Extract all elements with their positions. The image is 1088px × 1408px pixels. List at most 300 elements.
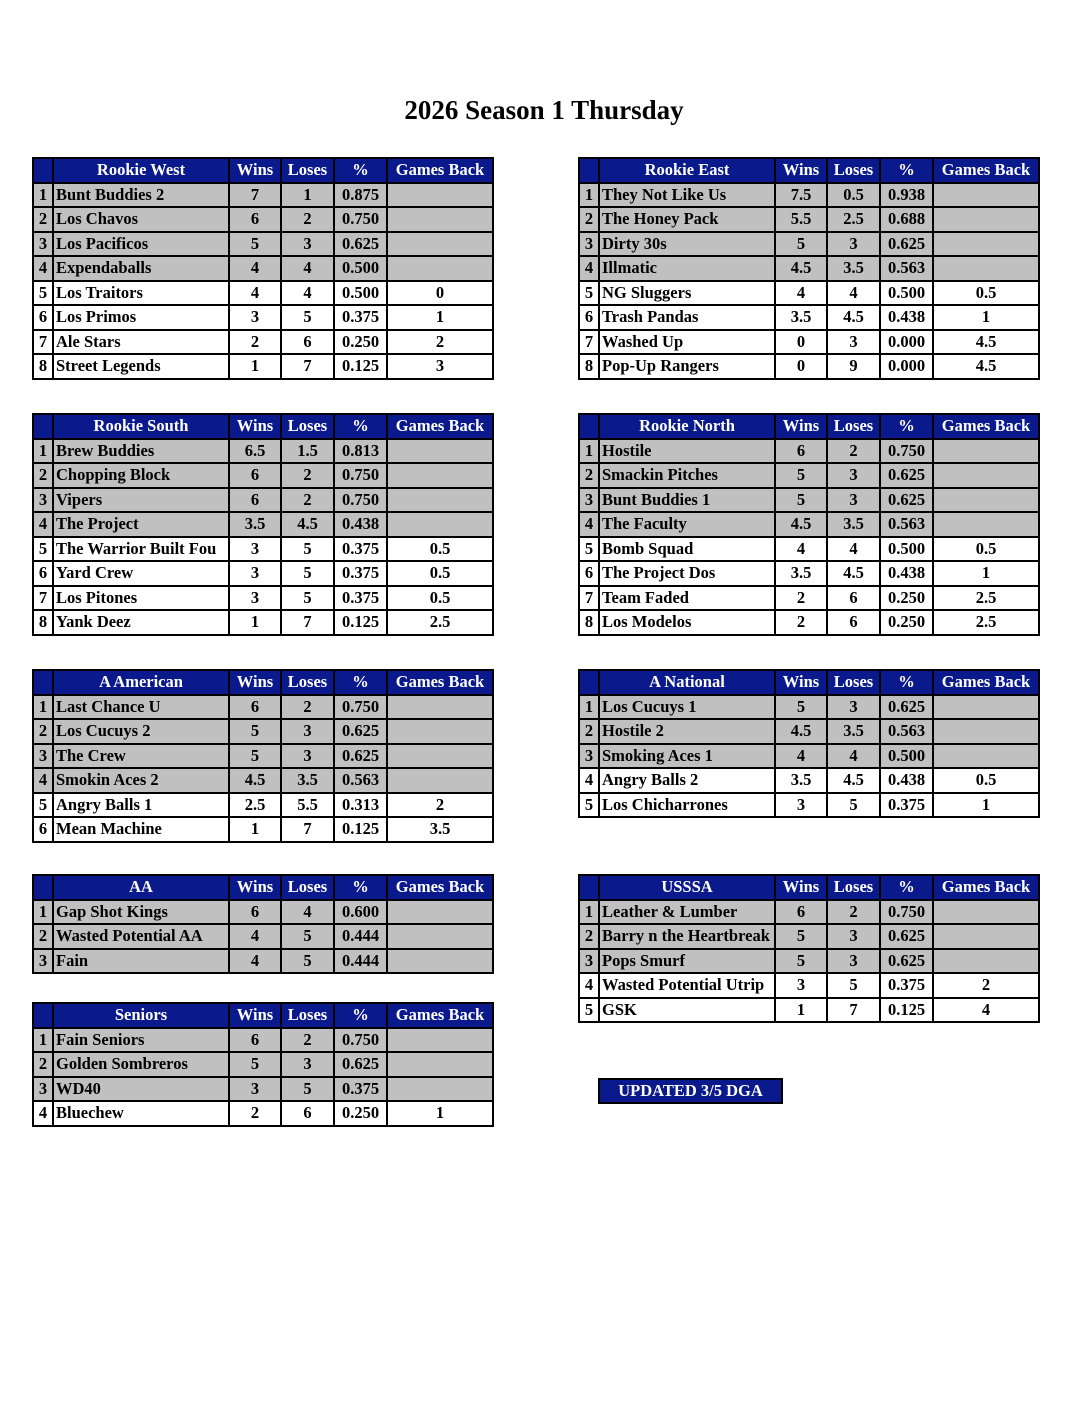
loses-cell: 4.5 — [827, 561, 880, 586]
loses-cell: 9 — [827, 354, 880, 379]
games-back-cell — [387, 439, 493, 464]
pct-cell: 0.625 — [880, 695, 933, 720]
wins-cell: 4 — [775, 744, 827, 769]
loses-cell: 7 — [827, 998, 880, 1023]
team-name-cell: Expendaballs — [53, 256, 229, 281]
rank-cell: 4 — [33, 256, 53, 281]
wins-cell: 4 — [775, 281, 827, 306]
rank-header — [579, 875, 599, 900]
games-back-cell: 1 — [933, 305, 1039, 330]
division-name: A American — [53, 670, 229, 695]
pct-cell: 0.600 — [334, 900, 387, 925]
rank-cell: 1 — [579, 900, 599, 925]
team-name-cell: The Project Dos — [599, 561, 775, 586]
wins-cell: 5 — [229, 719, 281, 744]
loses-cell: 3 — [827, 695, 880, 720]
wins-cell: 5.5 — [775, 207, 827, 232]
table-row — [33, 1077, 493, 1102]
wins-cell: 5 — [229, 744, 281, 769]
loses-cell: 4 — [827, 281, 880, 306]
loses-header: Loses — [281, 670, 334, 695]
pct-header: % — [334, 158, 387, 183]
team-name-cell: Golden Sombreros — [53, 1052, 229, 1077]
wins-cell: 5 — [775, 232, 827, 257]
table-row — [33, 744, 493, 769]
table-row — [579, 463, 1039, 488]
games-back-cell: 2 — [933, 973, 1039, 998]
wins-cell: 5 — [775, 924, 827, 949]
table-header-row — [579, 670, 1039, 695]
pct-cell: 0.438 — [880, 561, 933, 586]
rank-cell: 1 — [33, 695, 53, 720]
games-back-cell — [387, 207, 493, 232]
rank-cell: 2 — [33, 924, 53, 949]
pct-header: % — [334, 875, 387, 900]
games-back-cell — [387, 768, 493, 793]
games-back-cell — [387, 695, 493, 720]
wins-cell: 4.5 — [775, 512, 827, 537]
games-back-cell: 2.5 — [387, 610, 493, 635]
games-back-cell: 1 — [933, 793, 1039, 818]
pct-cell: 0.625 — [880, 949, 933, 974]
table-row — [579, 719, 1039, 744]
rank-cell: 2 — [33, 207, 53, 232]
loses-cell: 3 — [827, 232, 880, 257]
loses-cell: 2 — [827, 900, 880, 925]
rank-header — [33, 875, 53, 900]
loses-cell: 3.5 — [827, 719, 880, 744]
division-name: Rookie North — [599, 414, 775, 439]
games-back-cell — [933, 512, 1039, 537]
team-name-cell: Wasted Potential Utrip — [599, 973, 775, 998]
games-back-cell — [387, 488, 493, 513]
table-row — [579, 256, 1039, 281]
loses-cell: 7 — [281, 610, 334, 635]
wins-cell: 3 — [229, 537, 281, 562]
team-name-cell: The Faculty — [599, 512, 775, 537]
wins-cell: 0 — [775, 330, 827, 355]
table-row — [33, 256, 493, 281]
table-row — [579, 998, 1039, 1023]
pct-cell: 0.750 — [334, 488, 387, 513]
division-name: Seniors — [53, 1003, 229, 1028]
team-name-cell: Los Pacificos — [53, 232, 229, 257]
pct-cell: 0.688 — [880, 207, 933, 232]
standings-table-aa — [32, 874, 494, 974]
team-name-cell: Angry Balls 1 — [53, 793, 229, 818]
rank-cell: 1 — [33, 900, 53, 925]
games-back-header: Games Back — [933, 158, 1039, 183]
team-name-cell: Team Faded — [599, 586, 775, 611]
division-name: USSSA — [599, 875, 775, 900]
loses-header: Loses — [281, 158, 334, 183]
games-back-cell — [387, 512, 493, 537]
games-back-cell — [387, 232, 493, 257]
loses-cell: 4 — [827, 537, 880, 562]
loses-header: Loses — [827, 414, 880, 439]
loses-cell: 2 — [281, 1028, 334, 1053]
games-back-cell: 3 — [387, 354, 493, 379]
pct-cell: 0.625 — [880, 488, 933, 513]
pct-cell: 0.750 — [880, 439, 933, 464]
loses-cell: 2 — [827, 439, 880, 464]
wins-cell: 5 — [775, 463, 827, 488]
wins-cell: 4 — [229, 924, 281, 949]
games-back-cell — [933, 463, 1039, 488]
standings-table-rookie-east — [578, 157, 1040, 380]
wins-cell: 0 — [775, 354, 827, 379]
games-back-cell: 1 — [933, 561, 1039, 586]
loses-header: Loses — [827, 670, 880, 695]
rank-cell: 4 — [33, 1101, 53, 1126]
rank-cell: 5 — [33, 537, 53, 562]
rank-header — [33, 1003, 53, 1028]
rank-cell: 2 — [579, 463, 599, 488]
table-row — [579, 305, 1039, 330]
pct-cell: 0.444 — [334, 949, 387, 974]
standings-table-usssa — [578, 874, 1040, 1023]
team-name-cell: Los Chicharrones — [599, 793, 775, 818]
rank-cell: 3 — [579, 488, 599, 513]
wins-header: Wins — [775, 670, 827, 695]
table-row — [579, 183, 1039, 208]
table-row — [579, 949, 1039, 974]
rank-cell: 6 — [33, 305, 53, 330]
table-row — [33, 949, 493, 974]
rank-header — [33, 158, 53, 183]
wins-header: Wins — [229, 414, 281, 439]
rank-cell: 1 — [33, 1028, 53, 1053]
team-name-cell: Smoking Aces 1 — [599, 744, 775, 769]
games-back-header: Games Back — [933, 670, 1039, 695]
team-name-cell: The Project — [53, 512, 229, 537]
pct-cell: 0.625 — [880, 924, 933, 949]
standings-table-a-national — [578, 669, 1040, 818]
loses-cell: 6 — [281, 330, 334, 355]
table-header-row — [33, 414, 493, 439]
table-row — [33, 281, 493, 306]
rank-cell: 2 — [579, 207, 599, 232]
loses-cell: 1 — [281, 183, 334, 208]
loses-cell: 5 — [281, 924, 334, 949]
loses-cell: 3 — [281, 719, 334, 744]
table-header-row — [33, 875, 493, 900]
pct-cell: 0.375 — [334, 305, 387, 330]
rank-cell: 6 — [33, 817, 53, 842]
wins-cell: 4.5 — [775, 719, 827, 744]
team-name-cell: Yank Deez — [53, 610, 229, 635]
wins-cell: 2 — [229, 330, 281, 355]
rank-header — [579, 158, 599, 183]
table-row — [579, 512, 1039, 537]
rank-cell: 4 — [579, 973, 599, 998]
table-row — [33, 488, 493, 513]
rank-cell: 2 — [579, 924, 599, 949]
table-row — [33, 207, 493, 232]
wins-cell: 3.5 — [229, 512, 281, 537]
loses-cell: 3 — [827, 488, 880, 513]
updated-note: UPDATED 3/5 DGA — [598, 1078, 783, 1104]
table-row — [33, 354, 493, 379]
loses-cell: 4.5 — [827, 768, 880, 793]
standings-table-rookie-south — [32, 413, 494, 636]
loses-cell: 2 — [281, 488, 334, 513]
games-back-cell — [933, 695, 1039, 720]
team-name-cell: Hostile 2 — [599, 719, 775, 744]
table-row — [579, 561, 1039, 586]
rank-cell: 4 — [33, 768, 53, 793]
rank-cell: 4 — [33, 512, 53, 537]
pct-cell: 0.250 — [880, 610, 933, 635]
rank-cell: 4 — [579, 768, 599, 793]
pct-header: % — [334, 414, 387, 439]
pct-cell: 0.563 — [880, 512, 933, 537]
table-row — [33, 695, 493, 720]
loses-cell: 6 — [281, 1101, 334, 1126]
wins-cell: 6 — [229, 695, 281, 720]
team-name-cell: The Honey Pack — [599, 207, 775, 232]
wins-cell: 4 — [229, 281, 281, 306]
pct-cell: 0.938 — [880, 183, 933, 208]
pct-header: % — [880, 670, 933, 695]
wins-cell: 3 — [775, 973, 827, 998]
rank-cell: 5 — [579, 537, 599, 562]
rank-cell: 8 — [33, 610, 53, 635]
games-back-cell: 0.5 — [387, 537, 493, 562]
table-header-row — [33, 158, 493, 183]
games-back-cell: 4.5 — [933, 330, 1039, 355]
games-back-cell: 2.5 — [933, 586, 1039, 611]
team-name-cell: GSK — [599, 998, 775, 1023]
team-name-cell: Smackin Pitches — [599, 463, 775, 488]
pct-cell: 0.375 — [334, 1077, 387, 1102]
games-back-cell — [933, 183, 1039, 208]
team-name-cell: The Warrior Built Fou — [53, 537, 229, 562]
wins-cell: 3 — [229, 1077, 281, 1102]
pct-cell: 0.438 — [880, 305, 933, 330]
wins-cell: 3 — [775, 793, 827, 818]
pct-cell: 0.625 — [334, 1052, 387, 1077]
games-back-cell — [933, 744, 1039, 769]
loses-cell: 4 — [281, 900, 334, 925]
table-row — [33, 305, 493, 330]
table-row — [579, 586, 1039, 611]
wins-header: Wins — [775, 158, 827, 183]
table-row — [579, 973, 1039, 998]
games-back-cell: 0.5 — [387, 561, 493, 586]
team-name-cell: Yard Crew — [53, 561, 229, 586]
rank-cell: 3 — [33, 949, 53, 974]
table-row — [33, 793, 493, 818]
team-name-cell: They Not Like Us — [599, 183, 775, 208]
games-back-cell: 0.5 — [933, 281, 1039, 306]
wins-cell: 3.5 — [775, 305, 827, 330]
wins-cell: 4 — [775, 537, 827, 562]
wins-cell: 1 — [775, 998, 827, 1023]
wins-header: Wins — [775, 414, 827, 439]
games-back-cell — [933, 207, 1039, 232]
games-back-cell — [933, 949, 1039, 974]
table-row — [579, 439, 1039, 464]
rank-cell: 2 — [33, 719, 53, 744]
table-row — [33, 900, 493, 925]
games-back-cell — [387, 924, 493, 949]
rank-cell: 8 — [33, 354, 53, 379]
wins-cell: 3.5 — [775, 768, 827, 793]
loses-cell: 5 — [281, 1077, 334, 1102]
rank-cell: 3 — [579, 744, 599, 769]
wins-cell: 5 — [775, 488, 827, 513]
loses-cell: 6 — [827, 586, 880, 611]
loses-cell: 3 — [827, 463, 880, 488]
table-row — [579, 924, 1039, 949]
rank-cell: 6 — [33, 561, 53, 586]
games-back-header: Games Back — [387, 158, 493, 183]
team-name-cell: Fain — [53, 949, 229, 974]
table-row — [579, 488, 1039, 513]
rank-cell: 3 — [33, 232, 53, 257]
standings-table-a-american — [32, 669, 494, 843]
loses-cell: 2 — [281, 463, 334, 488]
rank-cell: 3 — [33, 1077, 53, 1102]
pct-cell: 0.750 — [880, 900, 933, 925]
loses-cell: 3 — [281, 232, 334, 257]
loses-cell: 2 — [281, 207, 334, 232]
team-name-cell: Los Cucuys 2 — [53, 719, 229, 744]
team-name-cell: Bluechew — [53, 1101, 229, 1126]
pct-cell: 0.750 — [334, 463, 387, 488]
pct-cell: 0.563 — [334, 768, 387, 793]
wins-cell: 2.5 — [229, 793, 281, 818]
games-back-header: Games Back — [933, 414, 1039, 439]
games-back-cell — [933, 232, 1039, 257]
games-back-cell: 3.5 — [387, 817, 493, 842]
games-back-cell — [387, 744, 493, 769]
team-name-cell: Los Primos — [53, 305, 229, 330]
team-name-cell: Wasted Potential AA — [53, 924, 229, 949]
table-row — [33, 1028, 493, 1053]
pct-header: % — [334, 670, 387, 695]
wins-header: Wins — [229, 1003, 281, 1028]
wins-header: Wins — [229, 158, 281, 183]
games-back-header: Games Back — [387, 875, 493, 900]
division-name: Rookie South — [53, 414, 229, 439]
rank-cell: 7 — [579, 330, 599, 355]
loses-cell: 3.5 — [827, 512, 880, 537]
loses-cell: 4 — [281, 281, 334, 306]
division-name: Rookie East — [599, 158, 775, 183]
wins-cell: 2 — [775, 586, 827, 611]
rank-cell: 7 — [33, 586, 53, 611]
table-row — [579, 330, 1039, 355]
rank-cell: 1 — [579, 439, 599, 464]
team-name-cell: Brew Buddies — [53, 439, 229, 464]
rank-header — [579, 414, 599, 439]
wins-cell: 6 — [775, 900, 827, 925]
loses-cell: 3 — [827, 924, 880, 949]
pct-cell: 0.625 — [334, 719, 387, 744]
table-row — [579, 281, 1039, 306]
loses-cell: 4.5 — [827, 305, 880, 330]
table-row — [579, 537, 1039, 562]
games-back-cell: 1 — [387, 1101, 493, 1126]
table-row — [33, 719, 493, 744]
team-name-cell: Los Cucuys 1 — [599, 695, 775, 720]
team-name-cell: Los Traitors — [53, 281, 229, 306]
team-name-cell: Fain Seniors — [53, 1028, 229, 1053]
table-header-row — [579, 875, 1039, 900]
games-back-cell — [387, 719, 493, 744]
rank-cell: 2 — [33, 463, 53, 488]
table-row — [579, 744, 1039, 769]
rank-cell: 7 — [579, 586, 599, 611]
table-row — [33, 537, 493, 562]
games-back-cell: 0.5 — [933, 537, 1039, 562]
table-header-row — [579, 414, 1039, 439]
rank-cell: 6 — [579, 305, 599, 330]
loses-header: Loses — [281, 1003, 334, 1028]
table-row — [33, 463, 493, 488]
team-name-cell: Vipers — [53, 488, 229, 513]
team-name-cell: Trash Pandas — [599, 305, 775, 330]
pct-cell: 0.375 — [880, 973, 933, 998]
loses-cell: 6 — [827, 610, 880, 635]
rank-cell: 3 — [579, 949, 599, 974]
rank-cell: 5 — [579, 793, 599, 818]
wins-cell: 6 — [229, 488, 281, 513]
pct-cell: 0.875 — [334, 183, 387, 208]
rank-cell: 4 — [579, 512, 599, 537]
wins-cell: 1 — [229, 610, 281, 635]
loses-cell: 4 — [827, 744, 880, 769]
team-name-cell: The Crew — [53, 744, 229, 769]
team-name-cell: Bomb Squad — [599, 537, 775, 562]
team-name-cell: Angry Balls 2 — [599, 768, 775, 793]
pct-cell: 0.438 — [880, 768, 933, 793]
pct-cell: 0.000 — [880, 354, 933, 379]
loses-cell: 2 — [281, 695, 334, 720]
team-name-cell: Illmatic — [599, 256, 775, 281]
games-back-header: Games Back — [387, 1003, 493, 1028]
loses-cell: 3.5 — [827, 256, 880, 281]
games-back-header: Games Back — [387, 670, 493, 695]
pct-cell: 0.375 — [334, 586, 387, 611]
games-back-cell — [387, 463, 493, 488]
table-row — [33, 768, 493, 793]
pct-cell: 0.375 — [334, 537, 387, 562]
games-back-cell: 4 — [933, 998, 1039, 1023]
rank-cell: 3 — [33, 488, 53, 513]
team-name-cell: Mean Machine — [53, 817, 229, 842]
games-back-cell: 0.5 — [387, 586, 493, 611]
rank-cell: 5 — [579, 998, 599, 1023]
table-row — [33, 586, 493, 611]
table-row — [33, 330, 493, 355]
table-row — [579, 695, 1039, 720]
pct-cell: 0.750 — [334, 1028, 387, 1053]
games-back-cell: 1 — [387, 305, 493, 330]
rank-cell: 5 — [33, 281, 53, 306]
table-row — [33, 512, 493, 537]
team-name-cell: Hostile — [599, 439, 775, 464]
pct-cell: 0.375 — [334, 561, 387, 586]
pct-cell: 0.250 — [334, 330, 387, 355]
rank-cell: 1 — [579, 183, 599, 208]
table-row — [579, 768, 1039, 793]
loses-cell: 5 — [281, 305, 334, 330]
wins-cell: 5 — [229, 1052, 281, 1077]
games-back-cell: 2 — [387, 330, 493, 355]
